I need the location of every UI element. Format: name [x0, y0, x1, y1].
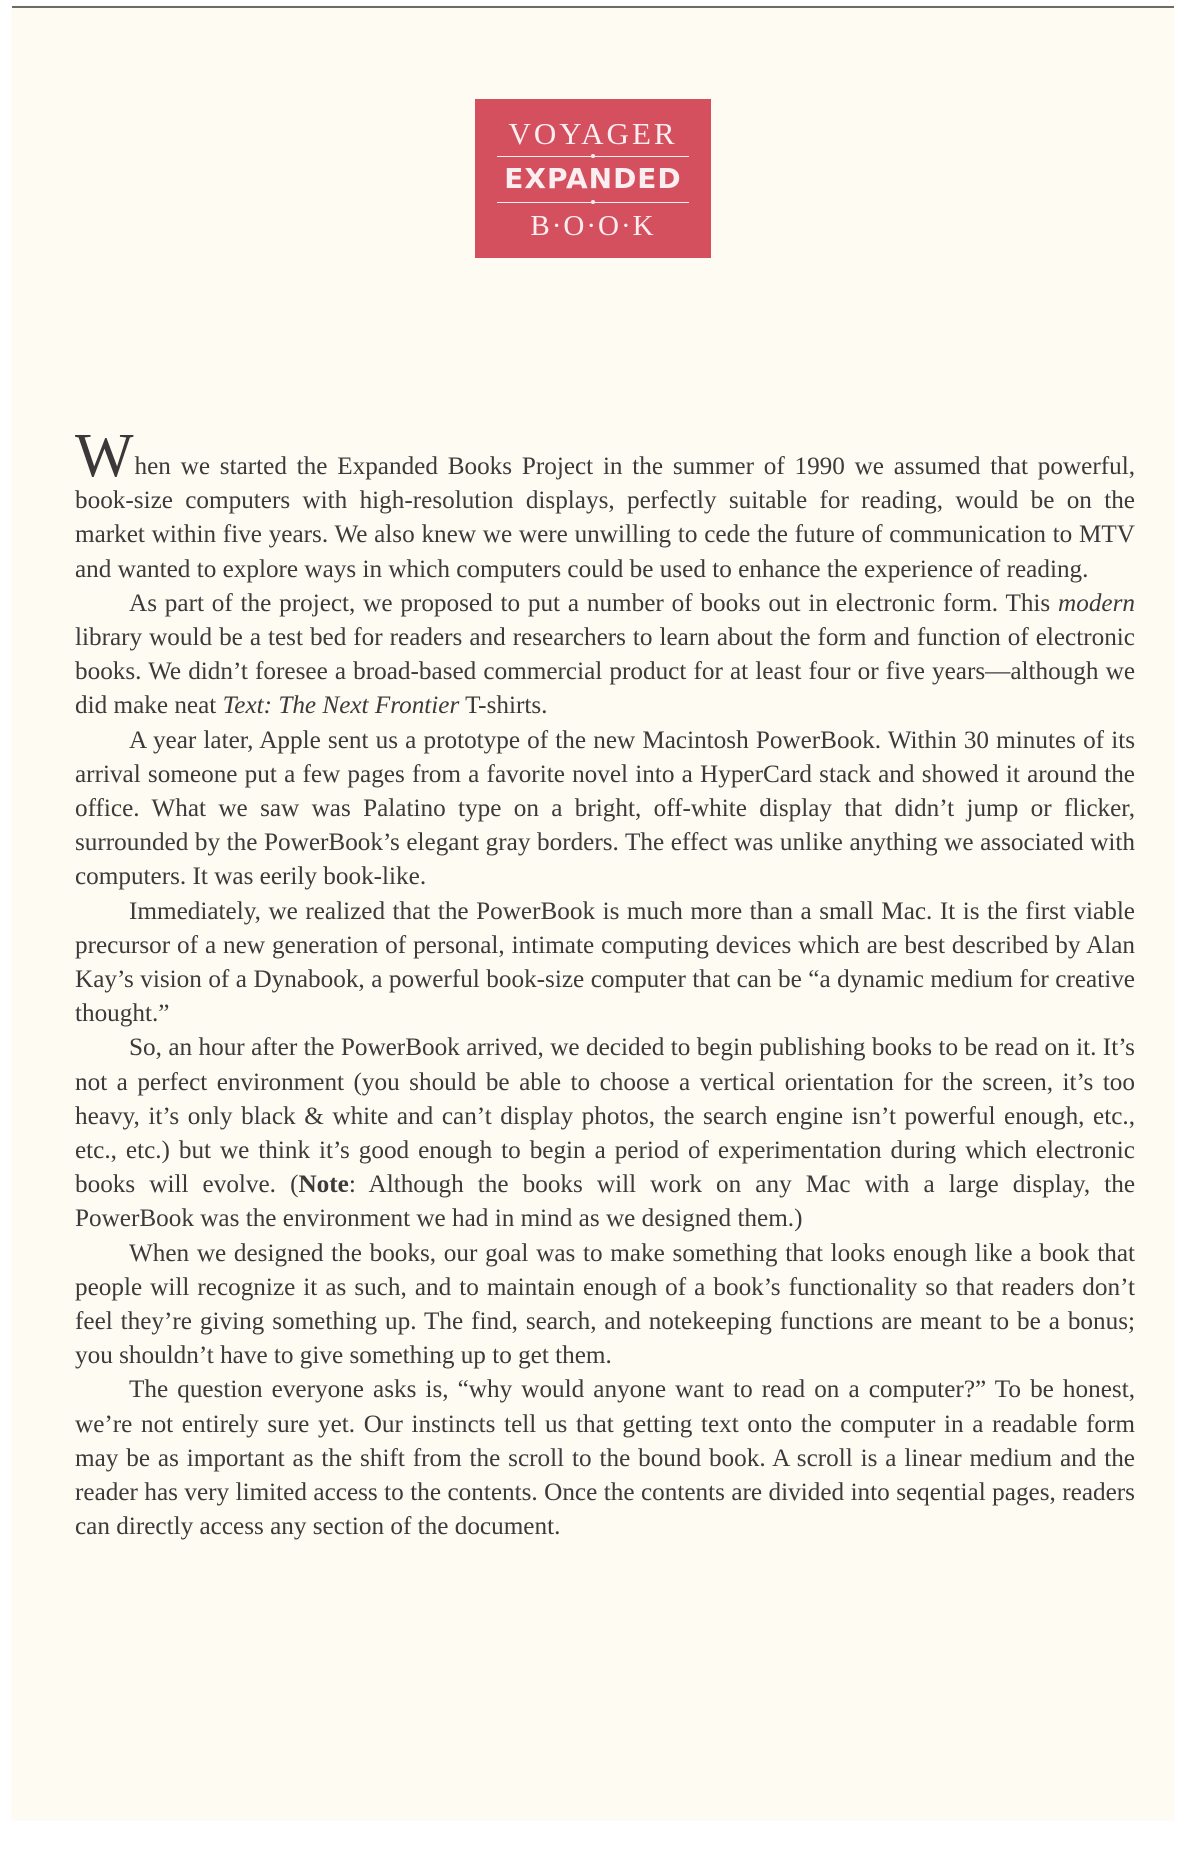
- paragraph: [75, 895, 1135, 1032]
- text-run: library would be a test bed for readers and researchers to learn about the form and function of electronic books. We didn’t foresee a broad-based commercial product for at least four or five years—although we did make neat: [75, 624, 1135, 720]
- paragraph: [75, 587, 1135, 724]
- logo-line-voyager: VOYAGER: [508, 116, 678, 151]
- text-run: So, an hour after the PowerBook arrived, we decided to begin publishing books to be read on it. It’s not a perfect environment (you should be able to choose a vertical orientation for the screen, it’s too heavy, it’s only black & white and can’t display photos, the search engine isn’t powerful enough, etc., etc., etc.) but we think it’s good enough to begin a period of experimentation during which electronic books will evolve. (: [75, 1034, 1135, 1199]
- italic-text: Text: The Next Frontier: [222, 692, 460, 720]
- paragraph: [75, 724, 1135, 895]
- paragraph: [75, 1373, 1135, 1544]
- text-run: A year later, Apple sent us a prototype of the new Macintosh PowerBook. Within 30 minutes of its arrival someone put a few pages from a favorite novel into a HyperCard stack and showed it around the office. What we saw was Palatino type on a bright, off-white display that didn’t jump or flicker, surrounded by the PowerBook’s elegant gray borders. The effect was unlike anything we associated with computers. It was eerily book-like.: [75, 726, 1135, 891]
- logo-line-expanded: EXPANDED: [504, 162, 682, 195]
- voyager-expanded-book-logo: [475, 99, 711, 258]
- drop-cap: W: [75, 422, 134, 490]
- bold-text: Note: [298, 1171, 349, 1199]
- logo-line-book: B·O·O·K: [530, 210, 656, 242]
- text-run: When we designed the books, our goal was to make something that looks enough like a book that people will recognize it as such, and to maintain enough of a book’s functionality so that readers don’t feel they’re giving something up. The find, search, and notekeeping functions are meant to be a bonus; you shouldn’t have to give something up to get them.: [75, 1239, 1135, 1370]
- text-run: As part of the project, we proposed to put a number of books out in electronic form. This: [129, 589, 1059, 617]
- text-run: The question everyone asks is, “why would anyone want to read on a computer?” To be honest, we’re not entirely sure yet. Our instincts tell us that getting text onto the computer in a readable form may be as important as the shift from the scroll to the bound book. A scroll is a linear medium and the reader has very limited access to the contents. Once the contents are divided into seqential pages, readers can directly access any section of the document.: [75, 1376, 1135, 1541]
- text-run: hen we started the Expanded Books Project in the summer of 1990 we assumed that powerful, book-size computers with high-resolution displays, perfectly suitable for reading, would be on the market within five years. We also knew we were unwilling to cede the future of communication to MTV and wanted to explore ways in which computers could be used to enhance the experience of reading.: [75, 453, 1135, 583]
- italic-text: modern: [1058, 589, 1135, 617]
- paragraph: [75, 422, 1135, 587]
- paragraph: [75, 1031, 1135, 1236]
- text-run: T-shirts.: [459, 692, 548, 720]
- document-page: [12, 6, 1174, 1820]
- text-run: : Although the books will work on any Mac with a large display, the PowerBook was the environment we had in mind as we designed them.): [75, 1171, 1136, 1233]
- article-body: [75, 422, 1136, 1545]
- logo-divider-dot: [591, 200, 595, 204]
- paragraph: [75, 1237, 1135, 1374]
- logo-divider-dot: [591, 154, 595, 158]
- text-run: Immediately, we realized that the PowerBook is much more than a small Mac. It is the first viable precursor of a new generation of personal, intimate computing devices which are best described by Alan Kay’s vision of a Dynabook, a powerful book-size computer that can be “a dynamic medium for creative thought.”: [75, 897, 1135, 1028]
